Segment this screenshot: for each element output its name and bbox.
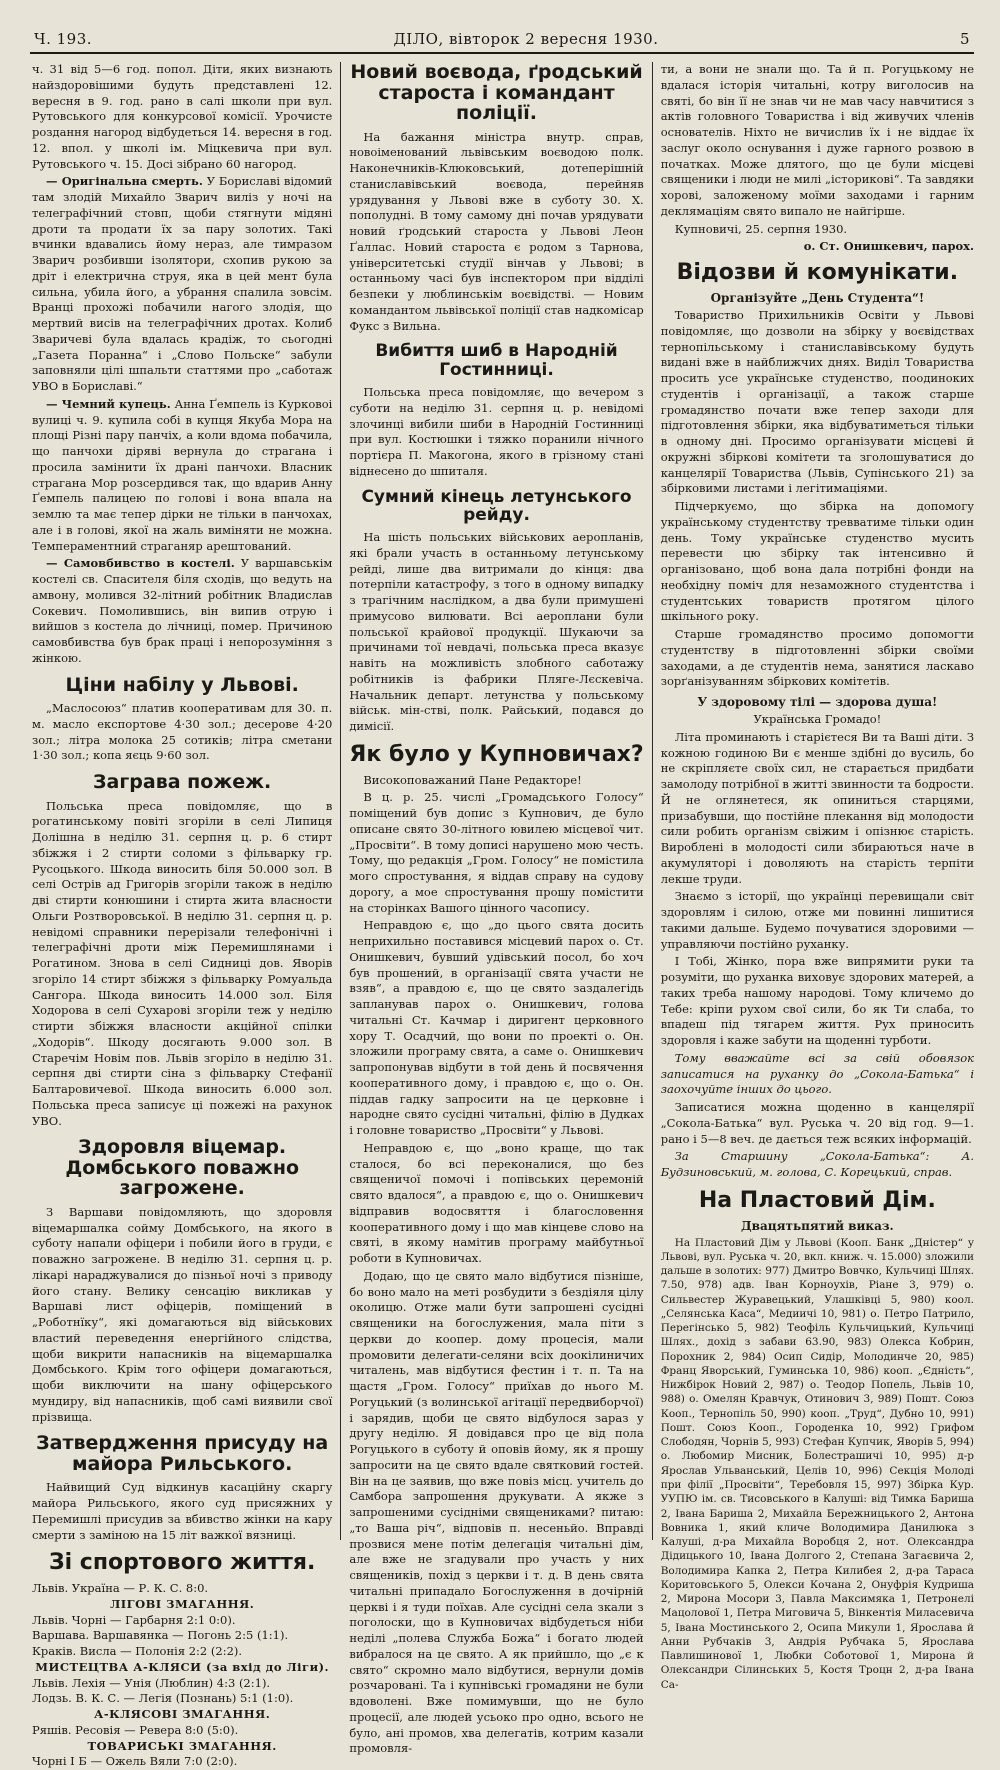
- sport-subhead: ТОВАРИСЬКІ ЗМАГАННЯ.: [87, 1738, 277, 1753]
- voivode-text: На бажання міністра внутр. справ, новоіменований львівським воєводою полк. Наконечників-Клюковський, дотеперішній станиславівський воєвода, перейняв урядування у Львові вже в суботу 30. Х. пополудні. В тому самому дні почав урядувати новий ґродський староста у Львові Леон Ґаллас. Новий староста є родом з Тарнова, університетські студії вінчав у Львові; в останньому часі був інспектором при відділі безпеки у люблинськім воєвідстві. — Новим командантом львівської поліції став надкомісар Фукс з Вильна.: [349, 129, 644, 333]
- kupnovychi-continuation: ти, а вони не знали що. Та й п. Рогуцькому не вдалася історія читальні, котру виголосив на святі, бо він її не знав чи не мав часу навчитися з актів головного Товариства і від живучих членів основателів. Ніхто не вичислив їх і не віддає їх заслуг около оснування і дуже гарного розвою в початках. Може длятого, що це були місцеві священики і люди не милі „історикові“. Та завдяки хорові, заложеному моїми заходами і гарним деклямаціям свято випало не найгірше.: [660, 62, 975, 218]
- death-text: У Бориславі відомий там злодій Михайло Зварич виліз у ночі на телеграфічний стовп, щоби стягнути мідяні дроти та продати їх за пару золотих. Такі вчинки вдавались йому нераз, але тимразом Зварич розбивши ізолятори, схопив рукою за дріт і електрична струя, яка в цей мент була сильна, убила його, а убрання спалила зовсім. Вранці прохожі побачили нагого злодія, що мертвий висів на телеграфічних дротах. Колиб Зваричеві була вдалась крадіж, то сьогодні „Газета Поранна“ і „Слово Польске“ забули заповняли цілі шпальти статтями про „саботаж УВО в Бориславі.“: [32, 174, 333, 393]
- kupnovychi-signature: о. Ст. Онишкевич, парох.: [803, 239, 975, 254]
- sport-subhead: МИСТЕЦТВА А-КЛЯСИ (за вхід до Ліги).: [35, 1659, 330, 1674]
- sokol-paragraph: Знаємо з історії, що українці перевищали світ здоровлям і силою, отже ми повинні лишитися такими дальше. Будемо почуватися здоровими — управляючи постійно руханку.: [660, 889, 975, 951]
- sokol-paragraph: Літа проминають і старієтеся Ви та Ваші діти. З кожною годиною Ви є менше здібні до вусиль, бо не скріпляєте своїх сил, не старається придбати замолоду потрібної в житті звинности та бодрости. Й не оглянетеся, як опиниться старцями, призабувши, що постійне плекання від молодости сили робить організм свіжим і опізнює старість. Вироблені в молодості сили збираються наче в акумуляторі і доволяють на старість терпіти лекше труди.: [660, 729, 975, 886]
- suicide-text: У варшавськім костелі св. Спасителя біля сходів, що ведуть на амвону, молився 32-літний робітник Владислав Сокевич. Помолившись, він випив отрую і вийшов з костела до лічниці, помер. Причиною самовбивства був брак праці і непорозуміння з жінкою.: [32, 556, 333, 665]
- sokol-signature: За Старшину „Сокола-Батька“: А. Будзиновський, м. голова, С. Корецький, справ.: [660, 1149, 975, 1179]
- health-headline: Здоровля віцемар. Домбського поважно загрожене.: [65, 1136, 300, 1200]
- sentence-headline: Затвердження присуду на майора Рильського.: [36, 1432, 329, 1475]
- kupnovychi-headline: Як було у Купновичах?: [349, 741, 644, 767]
- sokol-paragraph: І Тобі, Жінко, пора вже випрямити руки та розуміти, що руханка виховує здорових матерей, а таких треба нашому народові. Тому кличемо до Тебе: кріпи рухом свої сили, бо як Ти слаба, то впадеш під тягарем життя. Рух приносить здоровля і каже забути на щоденні турботи.: [660, 954, 975, 1047]
- voivode-headline: Новий воєвода, ґродський староста і командант поліції.: [350, 61, 643, 125]
- sentence-text: Найвищий Суд відкинув касаційну скаргу майора Рильського, якого суд присяжних у Перемишлі присудив за вбивство жінки на кару смерти з заміною на 15 літ важкої вязниці.: [32, 1480, 333, 1542]
- kupnovychi-paragraph: Додаю, що це свято мало відбутися пізніше, бо воно мало на меті розбудити з бездіяля цілу околицю. Отже мали бути запрошені сусідні священики на богослужения, мала піти з церкви до коопер. дому процесія, мали промовити делегати-селяни всіх доокілиничих читалень, мав відбутися фестин і т. п. Та на щастя „Гром. Голосу“ приїхав до нього М. Рогуцький (з волинської агітації передвиборчої) і зарядив, щоби це свято відбулося зараз у другу неділю. Я довідався про це від пола Рогуцького в суботу й оповів йому, як я прошу запросити на це свято вдале святковий гостей. Він на це заявив, що вже повіз місц. учитель до Самбора запрошення друкувати. А якже з запрошеними сусідніми священиками? питаю: „то Ваша річ“, відповів п. несеньйо. Вправді прозвися мене потім делегація читальні дім, але вже не згадували про участь у них священиків, похід з церкви і т. д. В день свята читальні припадало Богослуження в дочірній церкві і я туди поїхав. Але сусідні села зкали з поголоски, що в Купновичах відбудеться ніби неділі „полева Служба Божа“ і богато людей вибралося на це свято. А як прийшло, що „є к свято“ скромно мало відбутися, вернули домів розчаровані. Та і купнівські громадяни не були вдоволені. Вже помимувши, що не було процесії, але людей усьоко про одно, всього не було, ані промов, хва делегатів, котрим казали промовля-: [349, 1268, 644, 1756]
- plast-headline: На Пластовий Дім.: [698, 1187, 936, 1213]
- prices-text: „Маслосоюз“ платив кооперативам для 30. п. м. масло експортове 4·30 зол.; десерове 4·20 зол.; літра молока 25 сотиків; літра сметани 1·30 зол.; копа яєць 9·60 зол.: [32, 701, 333, 763]
- kupnovychi-place-date: Купновичі, 25. серпня 1930.: [674, 221, 848, 236]
- sport-line: Львів. Чорні — Гарбарня 2:1 0:0).: [32, 1612, 236, 1627]
- kupnovychi-salutation: Високоповажаний Пане Редакторе!: [363, 772, 582, 787]
- kupnovychi-paragraph: В ц. р. 25. числі „Громадського Голосу“ поміщений був допис з Купнович, де було описане свято 30-літного ювилею місцевої чит. „Просвіти“. В тому дописі нарушено мою честь. Тому, що редакція „Гром. Голосу“ не помістила мого спростування, я віддав справу на судову дорогу, а мое спростування прошу помістити на сторінках Вашого цінного часопису.: [349, 790, 644, 915]
- news-item-suicide: [32, 556, 332, 666]
- sokol-subheading: У здоровому тілі — здорова душа!: [697, 695, 938, 709]
- sport-line: Варшава. Варшавянка — Погонь 2:5 (1:1).: [32, 1628, 289, 1643]
- column-3: [653, 62, 975, 1691]
- news-item-merchant: [32, 397, 332, 555]
- column-2: [341, 61, 652, 1756]
- appeals-headline: Відозви й комунікати.: [676, 260, 959, 286]
- sport-line: Львів. Лехія — Унія (Люблин) 4:3 (2:1).: [32, 1675, 271, 1690]
- sport-line: Лодзь. В. К. С. — Легія (Познань) 5:1 (1:0).: [32, 1691, 294, 1706]
- sport-subhead: ЛІГОВІ ЗМАГАННЯ.: [110, 1596, 255, 1611]
- news-item-death: [32, 174, 332, 395]
- sport-headline: Зі спортового життя.: [48, 1550, 316, 1576]
- sport-line: Ряшів. Ресовія — Ревера 8:0 (5:0).: [32, 1722, 239, 1737]
- newspaper-title: ДІЛО, вівторок 2 вересня 1930.: [393, 30, 659, 48]
- intro-paragraph: ч. 31 від 5—6 год. попол. Діти, яких визнають найздоровішими будуть представлені 12. вересня в 9. год. рано в салі школи при вул. Рутовського для конкурсової комісії. Урочисте роздання нагород відбудеться 14. вересня в год. 12. впол. у школі ім. Міцкевича при вул. Рутовського ч. 15. Досі зібрано 60 нагород.: [32, 62, 333, 171]
- windows-text: Польська преса повідомляє, що вечером з суботи на неділю 31. серпня ц. р. невідомі злочинці вибили шиби в Народній Гостинниці при вул. Костюшки і тяжко поранили нічного портієра П. Макогона, якого в грізному стані віднесено до шпиталя.: [349, 385, 644, 478]
- masthead: [30, 30, 974, 54]
- suicide-lead: — Самовбивство в костелі.: [46, 556, 235, 571]
- column-1: [30, 62, 341, 1769]
- columns: [30, 61, 975, 1769]
- student-paragraph: Товариство Прихильників Освіти у Львові повідомляє, що дозволи на збірку у воєвідствах тернопільському і станиславівському будуть видані вже в найближчих днях. Виділ Товариства просить усе українське студенство, поодиноких студентів і організації, а також старше громадянство почати вже тепер заходи для підготовлення збірки, яка відбуватиметься тільки в одному дні. Просимо організувати місцеві й окружні збіркові комітети та зголошуватися до канцелярії Товариства (Львів, Супінського 21) за збірковими листами і легітимаціями.: [660, 308, 975, 496]
- sport-line: Львів. Україна — Р. К. С. 8:0.: [32, 1581, 209, 1596]
- sport-subhead: А-КЛЯСОВІ ЗМАГАННЯ.: [94, 1707, 271, 1722]
- windows-headline: Вибиття шиб в Народній Гостинниці.: [375, 341, 618, 380]
- kupnovychi-paragraph: Неправдою є, що „воно краще, що так сталося, бо всі переконалися, що без священичої помочі і попівських церемоній свято вдалося“, а правдою є, що о. Онишкевич відправив водосвяття і благословення кооперативного дому і що мав кінцеве слово на святі, в якому намітив програму майбутньої роботи в Купновичах.: [349, 1140, 644, 1266]
- student-subheading: Організуйте „День Студента“!: [710, 291, 925, 305]
- sport-results: [32, 1581, 332, 1770]
- death-lead: — Оригінальна смерть.: [46, 174, 203, 189]
- plast-subheading: Двацятьпятий виказ.: [741, 1218, 894, 1233]
- sport-line: Чорні І Б — Ожель Вяли 7:0 (2:0).: [32, 1754, 238, 1769]
- merchant-lead: — Чемний купець.: [46, 396, 171, 411]
- sokol-paragraph: Записатися можна щоденно в канцелярії „Сокола-Батька“ вул. Руська ч. 20 від год. 9—1. рано і 5—8 веч. де дається теж всяких інформацій.: [660, 1100, 975, 1146]
- sokol-greeting: Українська Громадо!: [753, 712, 882, 726]
- plast-donations: На Пластовий Дім у Львові (Кооп. Банк „Дністер“ у Львові, вул. Руська ч. 20, вкл. книж. ч. 15.000) зложили дальше в золотих: 977) Дмитро Вовчко, Кульчиці Шлях. 7.50, 978) адв. Іван Корноухів, Ріане 3, 979) о. Сильвестер Журавецький, Улашківці 5, 980) коол. „Селянська Каса“, Медиичі 10, 981) о. Петро Патрило, Перегінсько 5, 982) Теофіль Кульчицький, Кульчиці Шлях., дохід з забави 63.90, 983) Олекса Кобрин, Порохник 2, 984) Осип Сидір, Молодинче 20, 985) Франц Яворський, Гуминська 10, 986) кооп. „Єдність“, Нижбірок Новий 2, 987) о. Теодор Попель, Львів 10, 988) о. Омелян Кравчук, Отинович 3, 989) Пошт. Союз Кооп., Тернопіль 50, 990) кооп. „Труд“, Дубно 10, 991) Пошт. Союз Кооп., Городенка 10, 992) Грифом Слободян, Чорнів 5, 993) Стефан Купчик, Яворів 5, 994) о. Любомир Мисник, Болестрашичі 10, 995) д-р Ярослав Ульванський, Целів 10, 996) Секція Молоді при філії „Просвіти“, Теребовля 15, 997) Збірка Кур. УУПЮ ім. св. Тисовського в Калуші: від Тимка Бариша 2, Івана Бариша 2, Михайла Бережницького 2, Антона Вовника 1, який кличе Володимира Данилюка з Калуші, д-ра Михайла Воробця 2, нот. Олександра Дідицького 10, Івана Долгого 2, Степана Загаєвича 2, Володимира Капка 2, Петра Килибея 2, д-ра Тараса Коритовського 5, Олекси Кочана 2, Онуфрія Кудриша 2, Мирона Мосори 3, Павла Максимяка 1, Петронелі Мацолової 1, Петра Миговича 5, Вінкентія Миласевича 5, Івана Мостинського 2, Осипа Микули 1, Ярослава й Анни Рубчаків 3, Андрія Рубчака 5, Ярослава Павлишинової 1, Любки Соботової 1, Мирона й Олександри Сілинських 5, Костя Троцн 2, д-ра Івана Са-: [660, 1236, 975, 1691]
- student-paragraph: Старше громадянство просимо допомогти студентству в підготовленні збірки своїми заходами, а де студентів нема, занятися ласкаво зорґанізуванням збіркових комітетів.: [660, 627, 975, 689]
- sokol-paragraph: Тому вважайте всі за свій обовязок записатися на руханку до „Сокола-Батька“ і заохочуйте інших до цього.: [660, 1050, 975, 1097]
- fires-headline: Заграва пожеж.: [93, 771, 272, 794]
- health-text: З Варшави повідомляють, що здоровля віцемаршалка сойму Домбського, на якого в суботу напали офіцери і побили його в груди, є поважно загрожене. В неділю 31. серпня ц. р. лікарі нараджувалися до пізньої ночі з приводу його стану. Велику сенсацію викликав у Варшаві лист офіцерів, поміщений в „Роботнїку“, які домагаються від військових властий переведення енергійного слідства, щоби викрити напасників на віцемаршалка Домбського. Крім того офіцери домагаються, щоби виключити на шану офіцерського мундиру, від напасників, щоб самі виявили свої прізвища.: [32, 1204, 333, 1424]
- page-number: 5: [959, 30, 970, 48]
- sport-line: Краків. Висла — Полонія 2:2 (2:2).: [32, 1644, 243, 1659]
- rally-text: На шість польських військових аеропланів, які брали участь в останньому летунському рейді, лише два витримали до кінця: два потерпіли катастрофу, з того в одному випадку з трагічним наслідком, а два були примушені примусово вилювати. Всі аероплани були польської крайової продукції. Шукаючи за причинами тої невдачі, польська преса вказує навіть на можливість злобного саботажу робітників із фабрики Пляге-Лєскевіча. Начальник департ. летунства у польському військ. мін-стві, полк. Райський, подався до димісії.: [349, 530, 644, 734]
- issue-number: Ч. 193.: [34, 30, 93, 48]
- prices-headline: Ціни набілу у Львові.: [65, 673, 299, 696]
- merchant-text: Анна Ґемпель із Курковоі вулиці ч. 9. купила собі в купця Якуба Мора на площі Різні пару панчіх, а коли вдома побачила, що панчохи дірявi вернула до стрaгана і просила замінити їх дранi панчохи. Власник страгана Мор розсердився так, що вдарив Анну Ґемпель палицею по голові і вона впала на землю та має тепер дірки не тільки в панчохах, але і в голові, якої на жаль виміняти не можна. Темпераментний страганяр арештований.: [32, 396, 333, 553]
- student-paragraph: Підчеркуємо, що збірка на допомогу українському студентству тревватиме тільки один день. Тому українське студенство мусить перевести цю збірку так інтенсивно й організовано, щоб вона дала потрібні фонди на необхідну поміч для незаможного студентства і студентських товариств протягом цілого шкільного року.: [660, 499, 975, 624]
- rally-headline: Сумний кінець летунського рейду.: [361, 486, 632, 525]
- fires-text: Польська преса повідомляє, що в рогатинському повіті згоріли в селі Липиця Долішна в неділю 31. серпня ц. р. 6 стирт збіжжя і 2 стирти соломи з фільварку гр. Русоцького. Шкода виносить біля 50.000 зол. В селі Острів ад Григорів згоріли також в неділю дві стирти конюшини і стирта жита власности Ольги Розтворовської. В неділю 31. серпня ц. р. невідомі справники перерізали телефонічні і телеграфічні дроти між Перемишлянами і Рогатином. Знова в селі Сидниці дов. Яворів згоріло 14 стирт збіжжя з фільварку Ромуальда Сангора. Шкода виносить 14.000 зол. Біля Ходорова в селі Сухарові згоріли теж у неділю стирти збіжжя власности акційної спілки „Ходорів“. Шкоду досягають 9.000 зол. В Старечім Новім пов. Львів згоріло в неділю 31. серпня дві стирти сіна з фільварку Стефанії Балтаровичевої. Шкода виносить 6.000 зол. Польська преса записує ці пожежі на рахунок УВО.: [32, 798, 333, 1128]
- kupnovychi-paragraph: Неправдою є, що „до цього свята досить неприхильно поставився місцевий парох о. Ст. Онишкевич, бувший удівський посол, бо хоч був прошений, в організації свята участи не взяв“, а правдою є, що це свято заздалегідь запланував парох о. Онишкевич, голова читальні Ст. Качмар і диригент церковного хору Т. Осадчий, що вони по проекті о. Он. зложили програму свята, а саме о. Онишкевич запропонував відбути в той день й посвячення кооперативного дому, і правдою є, що о. Он. піддав гадку запросити на це церковне і народне свято сусідні читальні, філію в Дудках і головне товариство „Просвіти“ у Львові.: [349, 918, 644, 1138]
